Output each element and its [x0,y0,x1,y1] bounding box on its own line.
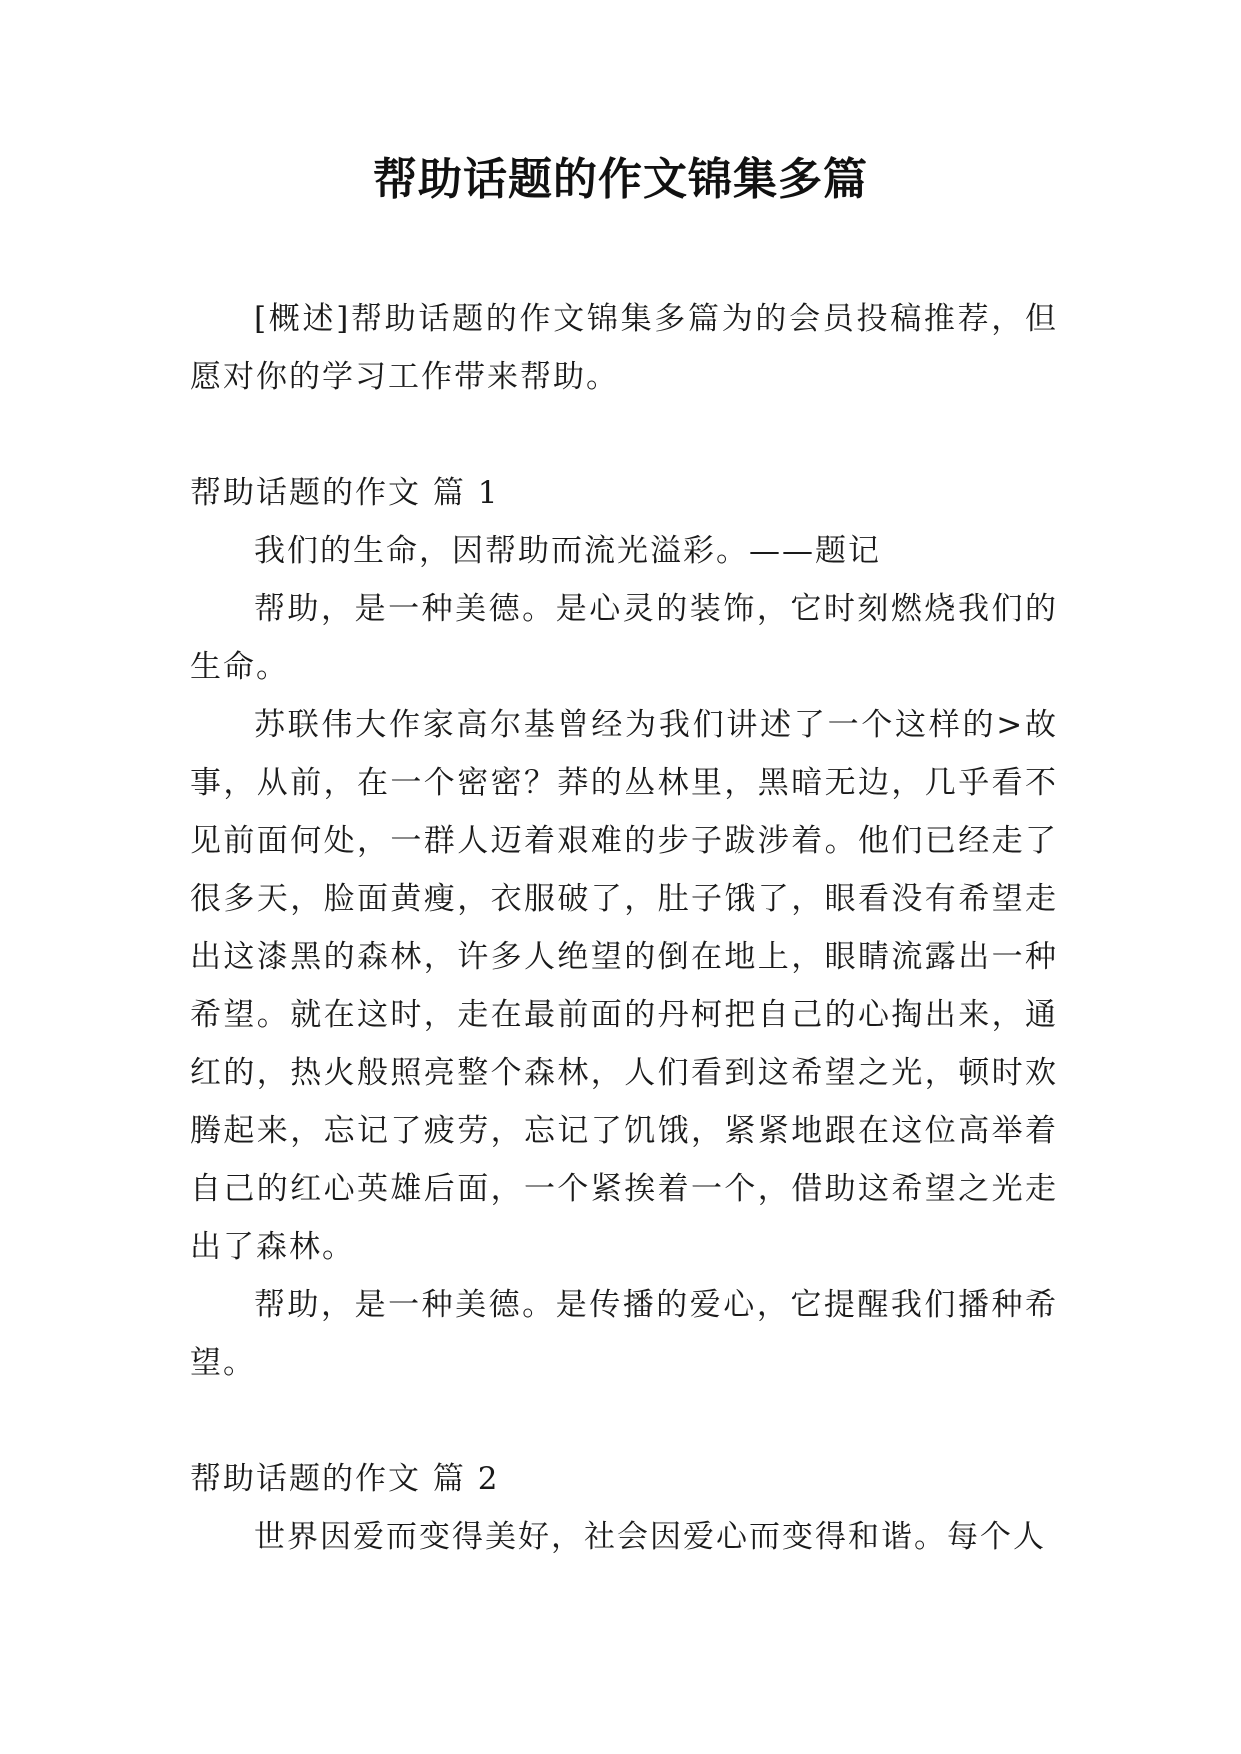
page-title: 帮助话题的作文锦集多篇 [373,154,868,205]
summary-paragraph: [概述]帮助话题的作文锦集多篇为的会员投稿推荐，但愿对你的学习工作带来帮助。 [190,301,1058,395]
spacer [190,1392,1058,1450]
body-paragraph: 世界因爱而变得美好，社会因爱心而变得和谐。每个人 [254,1519,1046,1555]
epigraph-paragraph: 我们的生命，因帮助而流光溢彩。——题记 [254,533,881,569]
body-paragraph: 帮助，是一种美德。是心灵的装饰，它时刻燃烧我们的生命。 [190,591,1058,685]
body-paragraph: 帮助，是一种美德。是传播的爱心，它提醒我们播种希望。 [190,1287,1058,1381]
section-heading-2: 帮助话题的作文 篇 2 [190,1461,500,1497]
body-paragraph: 苏联伟大作家高尔基曾经为我们讲述了一个这样的>故事，从前，在一个密密？莽的丛林里，黑暗无边，几乎看不见前面何处，一群人迈着艰难的步子跋涉着。他们已经走了很多天，脸面黄瘦，衣服破了，肚子饿了，眼看没有希望走出这漆黑的森林，许多人绝望的倒在地上，眼睛流露出一种希望。就在这时，走在最前面的丹柯把自己的心掏出来，通红的，热火般照亮整个森林，人们看到这希望之光，顿时欢腾起来，忘记了疲劳，忘记了饥饿，紧紧地跟在这位高举着自己的红心英雄后面，一个紧挨着一个，借助这希望之光走出了森林。 [190,707,1058,1265]
section-heading-1: 帮助话题的作文 篇 1 [190,475,500,511]
document-body [190,290,1058,1566]
spacer [190,406,1058,464]
